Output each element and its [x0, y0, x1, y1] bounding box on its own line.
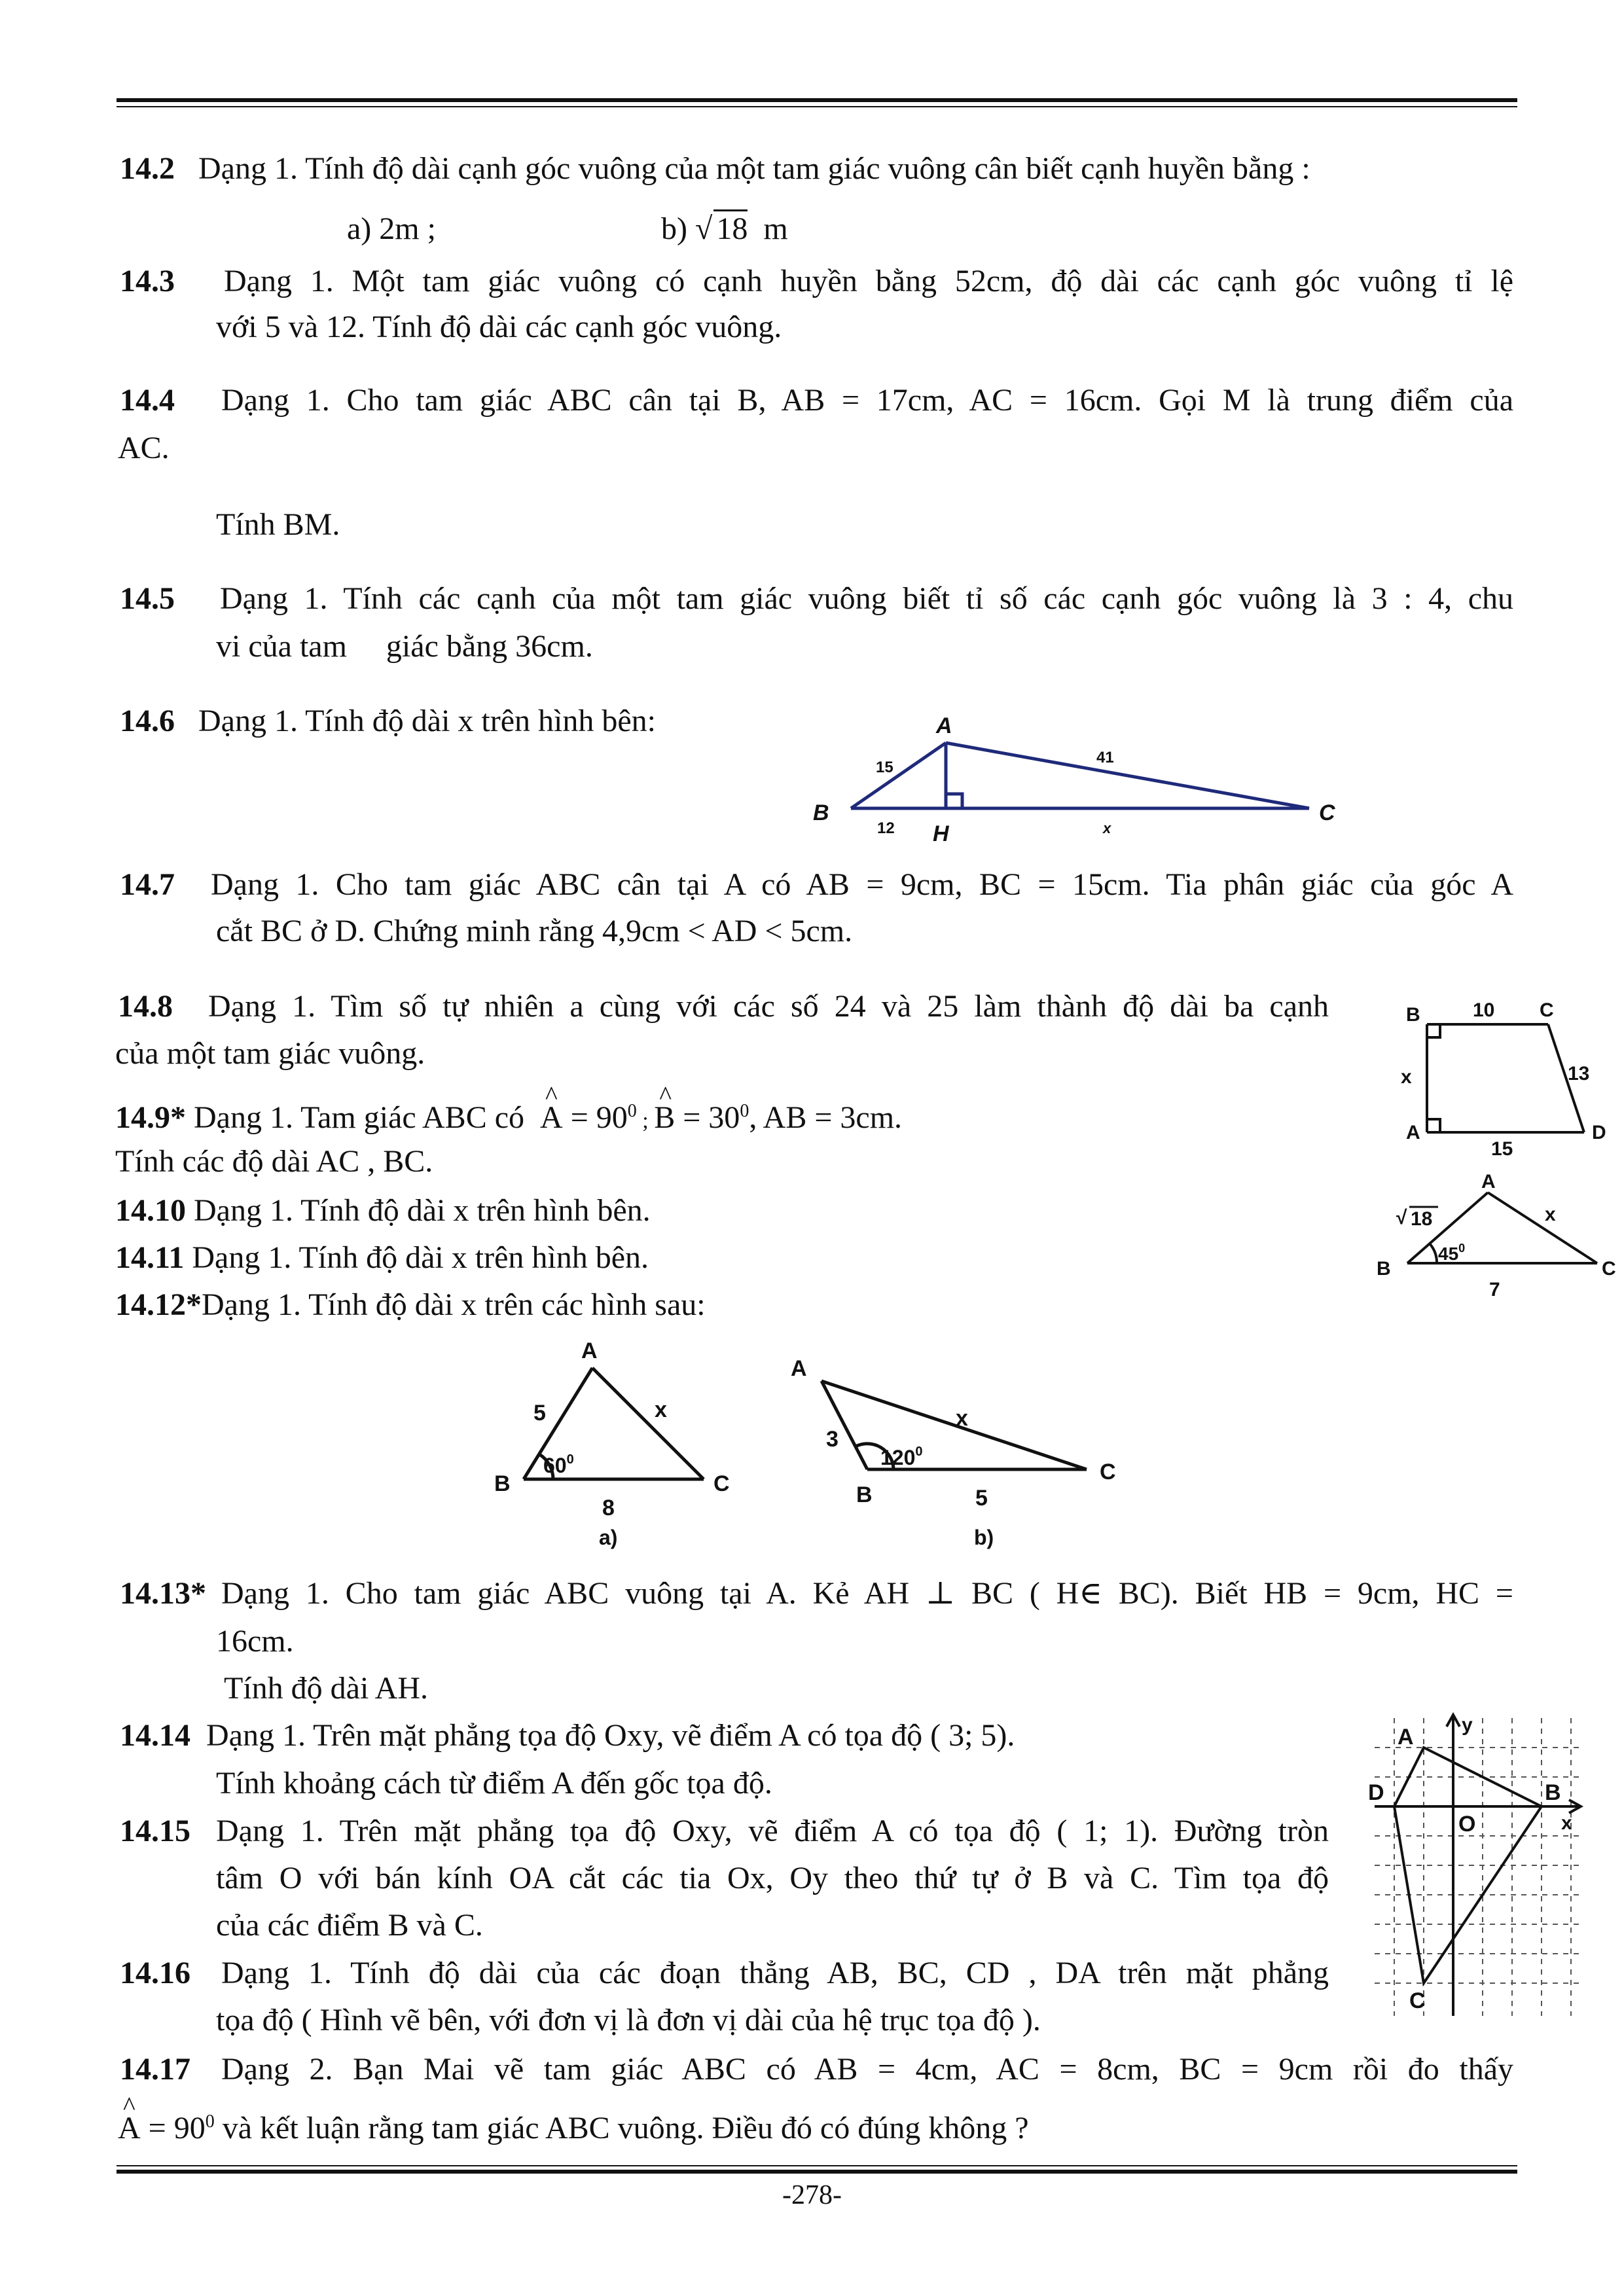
problem-14-13-line2 — [216, 1622, 294, 1661]
problem-text: Tính độ dài AH. — [224, 1671, 428, 1706]
problem-text: tâm O với bán kính OA cắt các tia Ox, Oy theo thứ tự ở B và C. Tìm tọa độ — [216, 1861, 1329, 1895]
point-b: B — [1545, 1780, 1561, 1805]
label-bc: 10 — [1473, 999, 1495, 1021]
problem-text: Dạng 1. Tính độ dài cạnh góc vuông của một tam giác vuông cân biết cạnh huyền bằng : — [198, 151, 1310, 186]
axis-y-label: y — [1462, 1714, 1473, 1736]
problem-text: Dạng 1. Tính các cạnh của một tam giác vuông biết tỉ số các cạnh góc vuông là 3 : 4, chu — [220, 581, 1513, 616]
label-cd: 13 — [1568, 1063, 1590, 1085]
problem-14-6 — [120, 702, 656, 741]
problem-14-4-line3 — [216, 505, 340, 545]
label-bc: 8 — [602, 1496, 615, 1520]
problem-text: Dạng 1. Trên mặt phẳng tọa độ Oxy, vẽ điểm A có tọa độ ( 3; 5). — [206, 1718, 1015, 1753]
problem-number: 14.14 — [120, 1718, 190, 1753]
problem-14-2 — [120, 149, 1310, 188]
label-ab: 3 — [826, 1427, 839, 1452]
problem-number: 14.16 — [120, 1956, 190, 1990]
angle-label — [1438, 1242, 1465, 1264]
problem-number: 14.13* — [120, 1576, 206, 1611]
problem-14-15-line2 — [216, 1859, 1329, 1898]
vertex-a: A — [791, 1356, 807, 1381]
angle-label — [543, 1452, 574, 1477]
problem-14-17 — [120, 2050, 190, 2089]
problem-text: AC. — [118, 431, 170, 465]
label-ab: 15 — [876, 759, 893, 776]
problem-text: Dạng 1. Tam giác ABC có — [194, 1100, 525, 1135]
problem-number: 14.6 — [120, 704, 175, 738]
problem-14-3-line2 — [216, 308, 782, 347]
problem-text: Dạng 1. Cho tam giác ABC vuông tại A. Kẻ AH ⊥ BC ( H∈ BC). Biết HB = 9cm, HC = — [221, 1576, 1513, 1611]
point-a: A — [1398, 1725, 1414, 1749]
degree-sup: 0 — [915, 1444, 923, 1459]
problem-text: Tính khoảng cách từ điểm A đến gốc tọa độ. — [216, 1766, 772, 1801]
label-ac: x — [956, 1406, 968, 1431]
problem-number: 14.5 — [120, 581, 175, 616]
problem-text: , AB = 3cm. — [749, 1100, 903, 1135]
axis-x-label: x — [1561, 1812, 1572, 1834]
problem-14-8-line1 — [208, 987, 1329, 1026]
part-b-label: b) — [661, 211, 687, 246]
side-ac — [946, 743, 1309, 808]
problem-14-3-line1 — [224, 262, 1513, 301]
problem-14-13-line3 — [224, 1669, 428, 1708]
problem-text: của một tam giác vuông. — [115, 1036, 425, 1071]
separator: ; — [636, 1109, 655, 1133]
figure-triangle-45 — [1365, 1165, 1620, 1306]
angle-label — [880, 1444, 923, 1469]
problem-text: Dạng 1. Tính độ dài x trên các hình sau: — [202, 1287, 706, 1322]
angle-arc-b — [1430, 1244, 1437, 1263]
degree-sup: 0 — [740, 1101, 749, 1121]
vertex-a: A — [1406, 1122, 1420, 1143]
problem-text: Dạng 2. Bạn Mai vẽ tam giác ABC có AB = 4cm, AC = 8cm, BC = 9cm rồi đo thấy — [221, 2052, 1513, 2087]
problem-14-9-line2 — [115, 1142, 433, 1181]
label-hc: x — [1103, 820, 1111, 836]
origin-o: O — [1458, 1812, 1476, 1837]
problem-text: Dạng 1. Tìm số tự nhiên a cùng với các số 24 và 25 làm thành độ dài ba cạnh — [208, 989, 1329, 1024]
problem-number: 14.17 — [120, 2052, 190, 2087]
vertex-a: A — [581, 1338, 598, 1363]
angle-value: 120 — [880, 1446, 916, 1469]
problem-14-15-line1 — [216, 1812, 1329, 1851]
problem-text: tọa độ ( Hình vẽ bên, với đơn vị là đơn vị dài của hệ trục tọa độ ). — [216, 2003, 1041, 2037]
problem-14-9 — [115, 1092, 902, 1141]
label-ac: x — [655, 1397, 667, 1422]
label-ac: x — [1545, 1204, 1556, 1225]
problem-14-10 — [115, 1191, 651, 1230]
side-ac — [1488, 1193, 1597, 1263]
angle-a: ^ A — [118, 2109, 141, 2148]
vertex-c: C — [713, 1471, 730, 1496]
problem-text: Dạng 1. Tính độ dài x trên hình bên: — [198, 704, 656, 738]
problem-number: 14.2 — [120, 151, 175, 186]
vertex-b: B — [1406, 1004, 1420, 1026]
problem-text: Dạng 1. Một tam giác vuông có cạnh huyền bằng 52cm, độ dài các cạnh góc vuông tỉ lệ — [224, 264, 1513, 298]
problem-text: Dạng 1. Tính độ dài x trên hình bên. — [192, 1240, 649, 1275]
problem-14-7-line1 — [211, 865, 1513, 905]
problem-text: và kết luận rằng tam giác ABC vuông. Điều đó có đúng không ? — [214, 2111, 1029, 2145]
problem-14-16-line1 — [221, 1954, 1329, 1993]
right-angle-mark — [946, 794, 962, 808]
page-number: -278- — [782, 2180, 842, 2210]
problem-number: 14.3 — [120, 264, 175, 298]
sqrt-sign: √ — [1396, 1207, 1407, 1229]
label-ab: 5 — [533, 1401, 546, 1426]
degree-sup: 0 — [627, 1101, 637, 1121]
vertex-c: C — [1100, 1460, 1116, 1484]
side-ab — [851, 743, 946, 808]
point-c: C — [1409, 1988, 1426, 2013]
angle-b: ^ B — [654, 1098, 675, 1138]
caption-b: b) — [974, 1526, 994, 1549]
degree-sup: 0 — [1458, 1242, 1466, 1255]
part-a: a) 2m ; — [347, 211, 436, 246]
label-bc: 7 — [1489, 1279, 1500, 1300]
problem-14-14-line2 — [216, 1764, 772, 1803]
problem-text: Dạng 1. Cho tam giác ABC cân tại A có AB = 9cm, BC = 15cm. Tia phân giác của góc A — [211, 867, 1513, 902]
problem-14-4-line1 — [221, 381, 1513, 420]
vertex-c: C — [1602, 1258, 1616, 1280]
problem-text: Dạng 1. Tính độ dài của các đoạn thẳng AB, BC, CD , DA trên mặt phẳng — [221, 1956, 1329, 1990]
label-ac: 41 — [1096, 749, 1114, 766]
figure-coordinate-grid — [1365, 1708, 1587, 2022]
label-ab: x — [1401, 1066, 1412, 1088]
problem-14-3 — [120, 262, 175, 301]
problem-text: vi của tam giác bằng 36cm. — [216, 629, 593, 664]
problem-14-15-line3 — [216, 1906, 483, 1945]
problem-14-8 — [118, 987, 173, 1026]
problem-14-7-line2 — [216, 912, 852, 951]
problem-text: Dạng 1. Tính độ dài x trên hình bên. — [194, 1193, 651, 1228]
problem-14-13 — [120, 1574, 206, 1613]
problem-number: 14.9* — [115, 1100, 186, 1135]
problem-number: 14.15 — [120, 1814, 190, 1848]
problem-text: với 5 và 12. Tính độ dài các cạnh góc vuông. — [216, 310, 782, 344]
vertex-a: A — [936, 713, 952, 738]
footer-rule-thick — [117, 2170, 1517, 2174]
vertex-d: D — [1592, 1122, 1606, 1143]
figure-14-12-a — [488, 1329, 749, 1551]
problem-text: Tính các độ dài AC , BC. — [115, 1144, 433, 1179]
problem-14-4-line2 — [118, 429, 170, 468]
problem-14-14 — [120, 1716, 1015, 1755]
vertex-b: B — [1377, 1258, 1391, 1280]
header-rule-thin — [117, 106, 1517, 107]
point-d: D — [1368, 1780, 1384, 1805]
problem-number: 14.4 — [120, 383, 175, 418]
problem-number: 14.11 — [115, 1240, 185, 1275]
problem-14-16-line2 — [216, 2001, 1041, 2040]
figure-trapezoid — [1368, 992, 1604, 1175]
problem-14-13-line1 — [221, 1574, 1513, 1613]
side-ac — [592, 1368, 704, 1479]
quadrilateral-abcd — [1394, 1748, 1542, 1983]
problem-14-17-line1 — [221, 2050, 1513, 2089]
vertex-c: C — [1319, 800, 1335, 825]
problem-14-2-part-a — [347, 209, 436, 249]
angle-a-value: = 90 — [570, 1100, 628, 1135]
problem-14-5 — [120, 579, 175, 619]
problem-number: 14.12* — [115, 1287, 202, 1322]
angle-a-value: = 90 — [148, 2111, 206, 2145]
problem-text: cắt BC ở D. Chứng minh rằng 4,9cm < AD < 5cm. — [216, 914, 853, 948]
problem-number: 14.10 — [115, 1193, 186, 1228]
angle-b-value: = 30 — [683, 1100, 740, 1135]
vertex-b: B — [813, 800, 829, 825]
label-ad: 15 — [1491, 1138, 1513, 1160]
vertex-b: B — [856, 1482, 873, 1507]
problem-14-17-line2 — [118, 2102, 1029, 2148]
right-angle-a — [1427, 1119, 1440, 1132]
problem-14-7 — [120, 865, 175, 905]
problem-14-16 — [120, 1954, 190, 1993]
label-bc: 5 — [975, 1486, 988, 1511]
problem-14-5-line1 — [220, 579, 1513, 619]
footer-rule-thin — [117, 2165, 1517, 2166]
caption-a: a) — [599, 1526, 618, 1549]
problem-text: Dạng 1. Cho tam giác ABC cân tại B, AB = 17cm, AC = 16cm. Gọi M là trung điểm của — [221, 383, 1513, 418]
degree-sup: 0 — [205, 2111, 215, 2132]
problem-text: 16cm. — [216, 1624, 294, 1659]
right-angle-b — [1427, 1024, 1440, 1037]
problem-14-5-line2 — [216, 627, 593, 666]
vertex-h: H — [933, 821, 949, 846]
figure-right-triangle-abc — [799, 710, 1348, 854]
vertex-a: A — [1481, 1171, 1496, 1193]
vertex-c: C — [1540, 999, 1554, 1021]
angle-value: 60 — [543, 1454, 567, 1477]
problem-text: Dạng 1. Trên mặt phẳng tọa độ Oxy, vẽ điểm A có tọa độ ( 1; 1). Đường tròn — [216, 1814, 1329, 1848]
problem-14-12 — [115, 1285, 706, 1325]
problem-14-11 — [115, 1238, 649, 1278]
problem-14-4 — [120, 381, 175, 420]
problem-text: của các điểm B và C. — [216, 1908, 483, 1943]
problem-number: 14.8 — [118, 989, 173, 1024]
problem-14-15 — [120, 1812, 190, 1851]
problem-number: 14.7 — [120, 867, 175, 902]
figure-14-12-b — [779, 1348, 1146, 1558]
degree-sup: 0 — [566, 1452, 574, 1467]
problem-14-8-line2 — [115, 1034, 425, 1073]
radicand: 18 — [713, 209, 748, 246]
vertex-b: B — [494, 1471, 511, 1496]
problem-14-2-part-b: b) √ 18 m — [661, 209, 788, 249]
problem-text: Tính BM. — [216, 507, 340, 542]
label-ab: 18 — [1411, 1208, 1433, 1230]
header-rule-thick — [117, 98, 1517, 102]
unit: m — [763, 211, 788, 246]
angle-a: ^ A — [540, 1098, 563, 1138]
angle-value: 45 — [1438, 1244, 1459, 1264]
label-bh: 12 — [877, 819, 895, 837]
